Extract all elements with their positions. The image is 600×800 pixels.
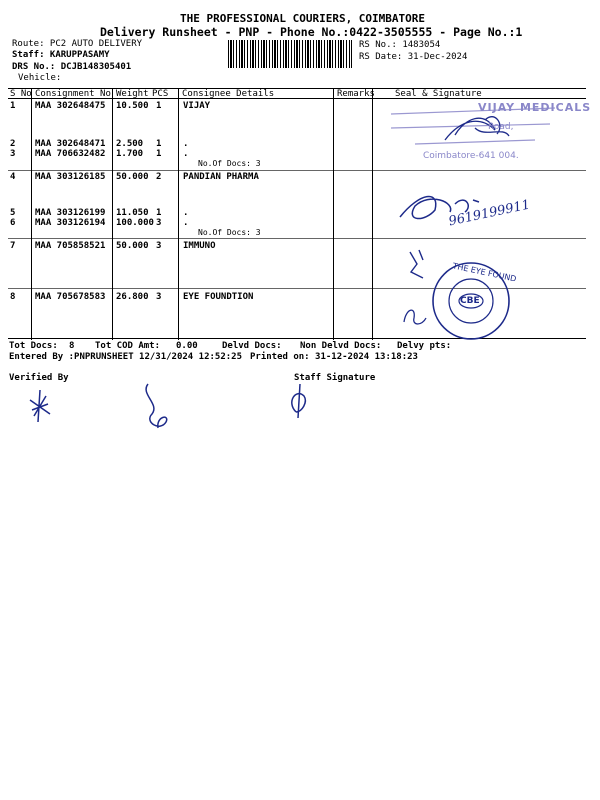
tot-cod-label: Tot COD Amt:	[95, 341, 161, 351]
stamp-line: Coimbatore-641 004.	[423, 151, 519, 161]
row-pcs: 3	[156, 241, 162, 251]
vehicle-info: Vehicle:	[18, 73, 62, 83]
row-consignment: MAA 705858521	[35, 241, 106, 251]
row-consignment: MAA 705678583	[35, 292, 106, 302]
drs-number: DRS No.: DCJB148305401	[12, 62, 132, 72]
tot-cod-value: 0.00	[176, 341, 198, 351]
row-pcs: 1	[156, 139, 162, 149]
row-weight: 10.500	[116, 101, 149, 111]
no-of-docs: No.Of Docs: 3	[198, 228, 261, 237]
col-divider	[372, 88, 373, 340]
row-sno: 3	[10, 149, 16, 159]
row-pcs: 3	[156, 218, 162, 228]
entered-by: Entered By :PNPRUNSHEET 12/31/2024 12:52:25	[9, 352, 242, 362]
col-divider	[112, 88, 113, 340]
printed-on: Printed on: 31-12-2024 13:18:23	[250, 352, 418, 362]
delvy-pts-label: Delvy pts:	[397, 341, 452, 351]
col-header-weight: Weight	[116, 89, 149, 99]
row-weight: 2.500	[116, 139, 144, 149]
row-consignee: .	[183, 218, 189, 228]
no-of-docs: No.Of Docs: 3	[198, 159, 261, 168]
row-pcs: 3	[156, 292, 162, 302]
row-sno: 7	[10, 241, 16, 251]
col-header-pcs: PCS	[152, 89, 169, 99]
row-consignee: .	[183, 208, 189, 218]
row-weight: 50.000	[116, 241, 149, 251]
row-sno: 8	[10, 292, 16, 302]
rs-number: RS No.: 1483054	[359, 40, 441, 50]
seal-text-center: CBE	[460, 296, 480, 306]
row-consignment: MAA 303126194	[35, 218, 106, 228]
row-consignee: VIJAY	[183, 101, 211, 111]
row-sno: 4	[10, 172, 16, 182]
row-consignee: IMMUNO	[183, 241, 216, 251]
col-divider	[178, 88, 179, 340]
route-info: Route: PC2 AUTO DELIVERY	[12, 39, 143, 49]
tot-docs-value: 8	[69, 341, 75, 351]
row-weight: 1.700	[116, 149, 144, 159]
company-title: THE PROFESSIONAL COURIERS, COIMBATORE	[180, 12, 426, 25]
row-consignment: MAA 302648475	[35, 101, 106, 111]
row-consignment: MAA 303126199	[35, 208, 106, 218]
handwritten-phone: 9619199911	[447, 197, 532, 230]
col-header-sno: S No	[10, 89, 32, 99]
seal-text-top: THE EYE FOUND	[451, 261, 518, 284]
stamp-line: Road,	[488, 122, 514, 132]
row-pcs: 1	[156, 208, 162, 218]
col-header-consignee: Consignee Details	[182, 89, 275, 99]
staff-signature	[282, 382, 322, 422]
col-header-remarks: Remarks	[337, 89, 375, 99]
row-consignee: PANDIAN PHARMA	[183, 172, 259, 182]
row-separator	[8, 238, 586, 239]
stamp-line: VIJAY MEDICALS	[478, 101, 592, 114]
staff-info: Staff: KARUPPASAMY	[12, 50, 110, 60]
runsheet-subtitle: Delivery Runsheet - PNP - Phone No.:0422-3505555 - Page No.:1	[100, 25, 523, 39]
row-weight: 50.000	[116, 172, 149, 182]
row-weight: 11.050	[116, 208, 149, 218]
row-consignment: MAA 302648471	[35, 139, 106, 149]
verified-signature	[20, 380, 190, 440]
col-divider	[333, 88, 334, 340]
col-header-seal: Seal & Signature	[395, 89, 482, 99]
barcode	[228, 40, 352, 68]
row-consignee: .	[183, 149, 189, 159]
staff-signature-label: Staff Signature	[294, 373, 376, 383]
row-pcs: 1	[156, 149, 162, 159]
row-pcs: 1	[156, 101, 162, 111]
verified-by-label: Verified By	[9, 373, 69, 383]
non-delvd-docs-label: Non Delvd Docs:	[300, 341, 382, 351]
row-consignment: MAA 706632482	[35, 149, 106, 159]
tot-docs-label: Tot Docs:	[9, 341, 58, 351]
row-pcs: 2	[156, 172, 162, 182]
row-consignee: .	[183, 139, 189, 149]
row-sno: 6	[10, 218, 16, 228]
row-sno: 1	[10, 101, 16, 111]
rs-date: RS Date: 31-Dec-2024	[359, 52, 468, 62]
delvd-docs-label: Delvd Docs:	[222, 341, 282, 351]
row-separator	[8, 170, 586, 171]
signature-scribble	[400, 300, 430, 330]
col-header-consignment: Consignment No	[35, 89, 111, 99]
row-weight: 26.800	[116, 292, 149, 302]
row-sno: 5	[10, 208, 16, 218]
row-weight: 100.000	[116, 218, 154, 228]
row-consignment: MAA 303126185	[35, 172, 106, 182]
col-divider	[31, 88, 32, 340]
row-sno: 2	[10, 139, 16, 149]
row-consignee: EYE FOUNDTION	[183, 292, 254, 302]
